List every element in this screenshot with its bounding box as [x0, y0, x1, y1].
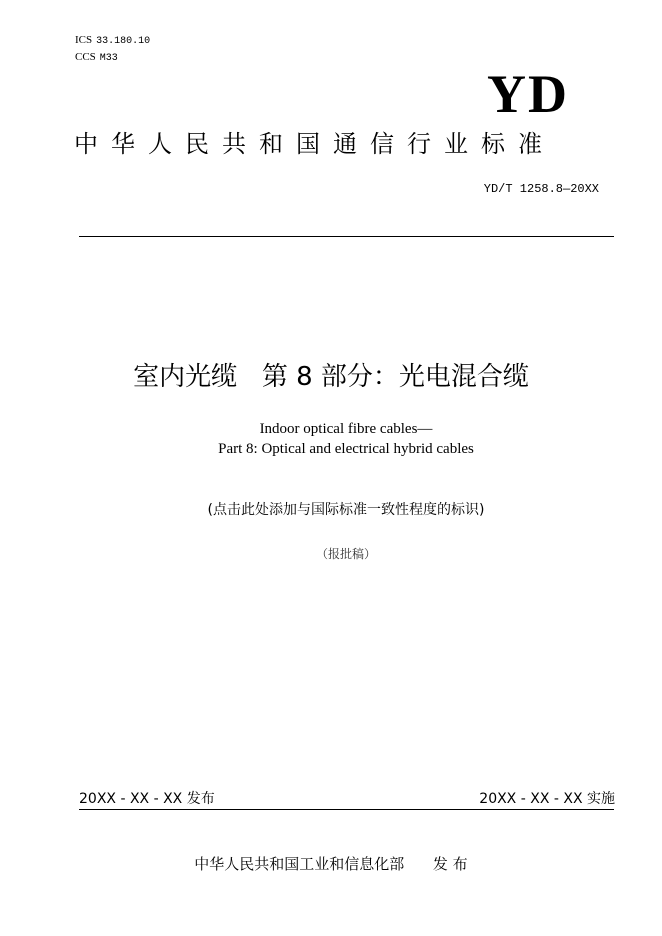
consistency-placeholder[interactable]: (点击此处添加与国际标准一致性程度的标识) [207, 502, 485, 518]
footer-divider [79, 809, 614, 810]
ccs-code: M33 [99, 53, 118, 64]
yd-logo: YD [487, 64, 569, 124]
english-title-line-2: Part 8: Optical and electrical hybrid cables [218, 441, 474, 457]
draft-status: （报批稿） [315, 547, 376, 561]
document-title-english [0, 419, 662, 459]
implement-date: 20XX - XX - XX 实施 [479, 791, 615, 807]
industry-standard-title: 中华人民共和国通信行业标准 [74, 130, 555, 158]
ccs-line [75, 50, 118, 66]
publisher: 中华人民共和国工业和信息化部 发 布 [194, 855, 468, 873]
ccs-label: CCS [75, 51, 96, 63]
publish-date: 20XX - XX - XX 发布 [79, 791, 215, 807]
ics-line [75, 33, 150, 49]
header-divider [79, 236, 614, 237]
document-title-chinese: 室内光缆 第 8 部分：光电混合缆 [133, 362, 529, 392]
standard-number: YD/T 1258.8—20XX [483, 182, 599, 196]
ics-label: ICS [75, 34, 93, 46]
ics-code: 33.180.10 [96, 36, 151, 47]
english-title-line-1: Indoor optical fibre cables— [259, 421, 433, 437]
